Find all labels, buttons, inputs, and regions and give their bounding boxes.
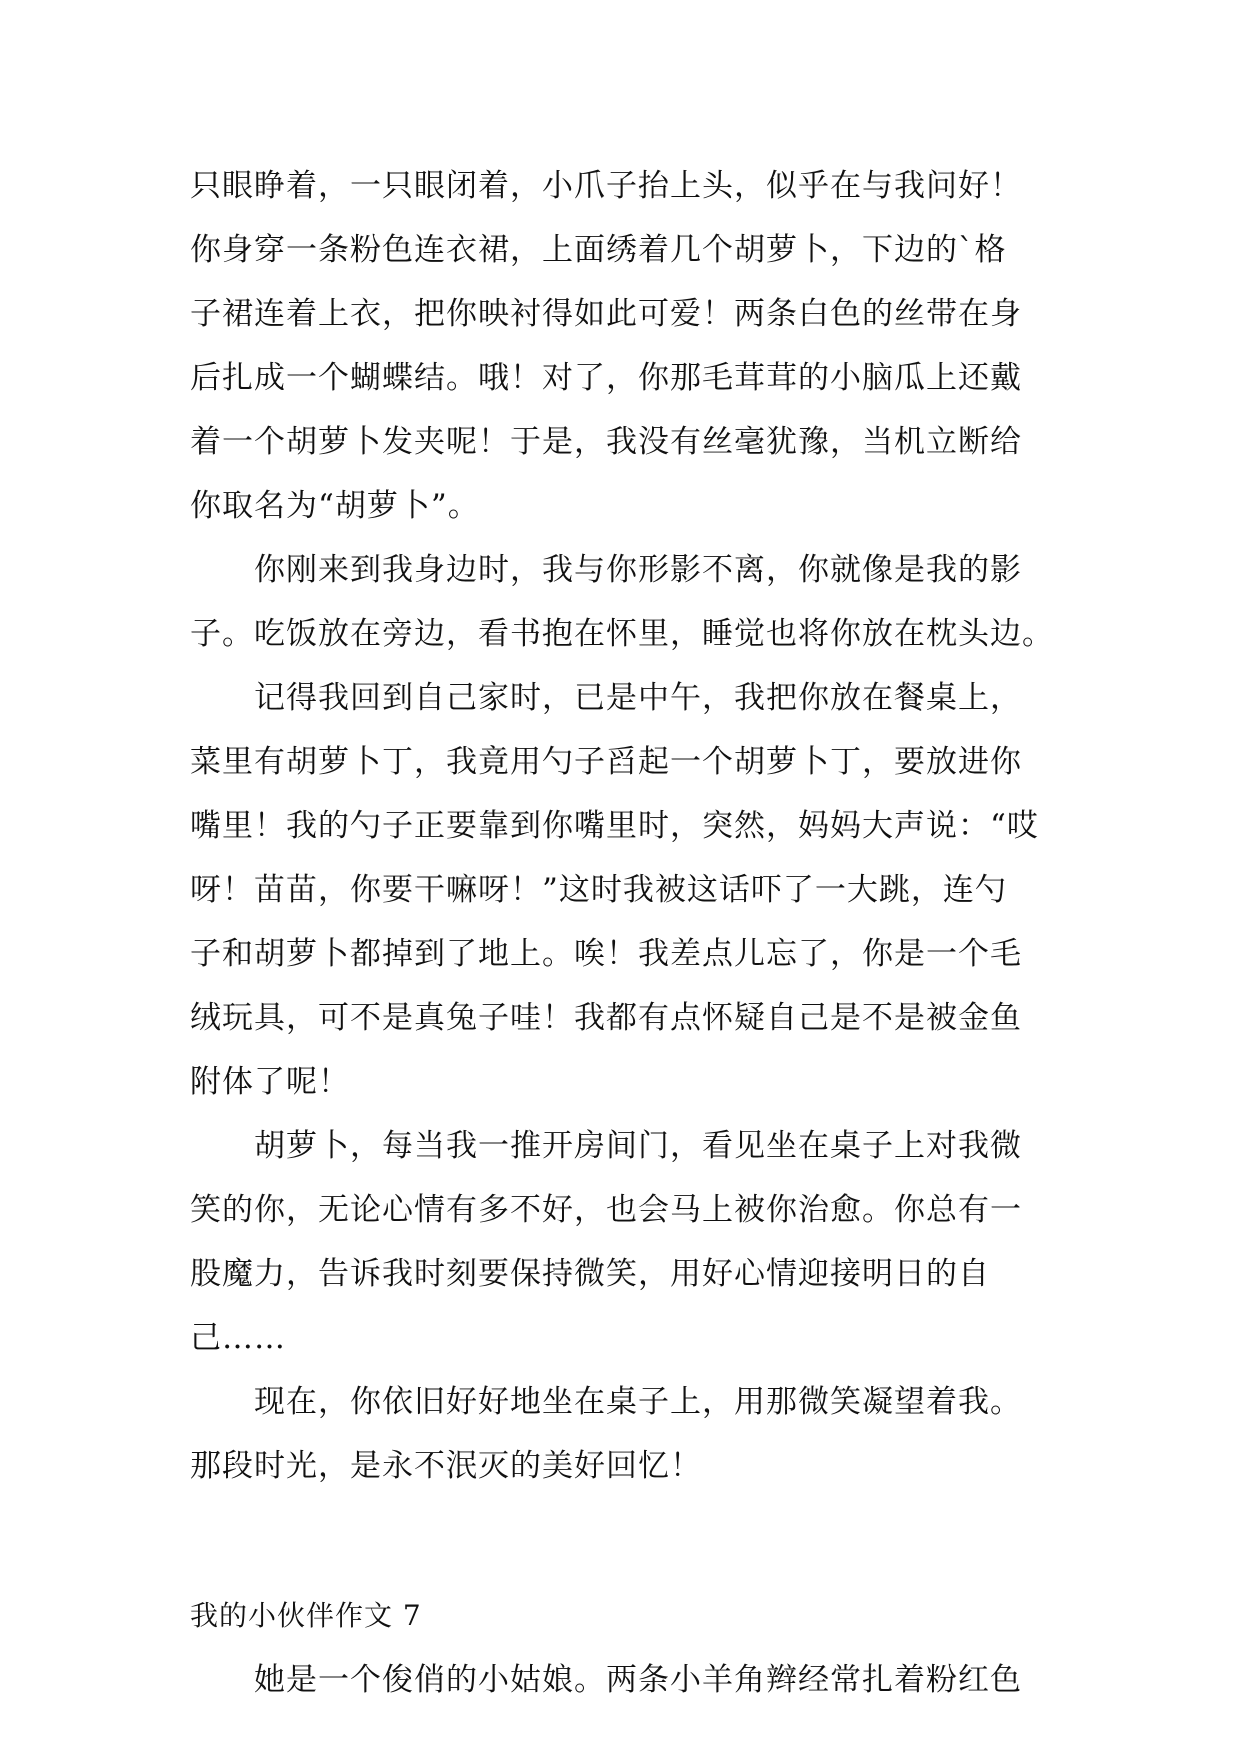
text-line: 只眼睁着，一只眼闭着，小爪子抬上头，似乎在与我问好！	[190, 168, 1022, 204]
text-line: 着一个胡萝卜发夹呢！于是，我没有丝毫犹豫，当机立断给	[190, 424, 1022, 460]
document-body	[190, 154, 1054, 1712]
text-line: 股魔力，告诉我时刻要保持微笑，用好心情迎接明日的自	[190, 1256, 990, 1292]
text-line: 子和胡萝卜都掉到了地上。唉！我差点儿忘了，你是一个毛	[190, 936, 1022, 972]
text-line: 那段时光，是永不泯灭的美好回忆！	[190, 1448, 702, 1484]
paragraph-first-line: 你刚来到我身边时，我与你形影不离，你就像是我的影	[254, 552, 1022, 588]
paragraph-first-line: 她是一个俊俏的小姑娘。两条小羊角辫经常扎着粉红色	[254, 1662, 1022, 1698]
text-line: 己……	[190, 1320, 286, 1356]
text-line: 绒玩具，可不是真兔子哇！我都有点怀疑自己是不是被金鱼	[190, 1000, 1022, 1036]
paragraph-first-line: 现在，你依旧好好地坐在桌子上，用那微笑凝望着我。	[254, 1384, 1022, 1420]
text-line: 呀！苗苗，你要干嘛呀！”这时我被这话吓了一大跳，连勺	[190, 872, 1007, 908]
section-heading: 我的小伙伴作文 7	[190, 1599, 422, 1632]
text-line: 嘴里！我的勺子正要靠到你嘴里时，突然，妈妈大声说：“哎	[190, 808, 1039, 844]
text-line: 菜里有胡萝卜丁，我竟用勺子舀起一个胡萝卜丁，要放进你	[190, 744, 1022, 780]
text-line: 笑的你，无论心情有多不好，也会马上被你治愈。你总有一	[190, 1192, 1022, 1228]
text-line: 子。吃饭放在旁边，看书抱在怀里，睡觉也将你放在枕头边。	[190, 616, 1054, 652]
text-line: 你身穿一条粉色连衣裙，上面绣着几个胡萝卜，下边的`格	[190, 232, 1007, 268]
text-line: 你取名为“胡萝卜”。	[190, 488, 480, 524]
paragraph-first-line: 记得我回到自己家时，已是中午，我把你放在餐桌上，	[254, 680, 1022, 716]
text-line: 子裙连着上衣，把你映衬得如此可爱！两条白色的丝带在身	[190, 296, 1022, 332]
text-line: 附体了呢！	[190, 1064, 350, 1100]
section-gap	[190, 1498, 1050, 1584]
text-line: 后扎成一个蝴蝶结。哦！对了，你那毛茸茸的小脑瓜上还戴	[190, 360, 1022, 396]
paragraph-first-line: 胡萝卜，每当我一推开房间门，看见坐在桌子上对我微	[254, 1128, 1022, 1164]
